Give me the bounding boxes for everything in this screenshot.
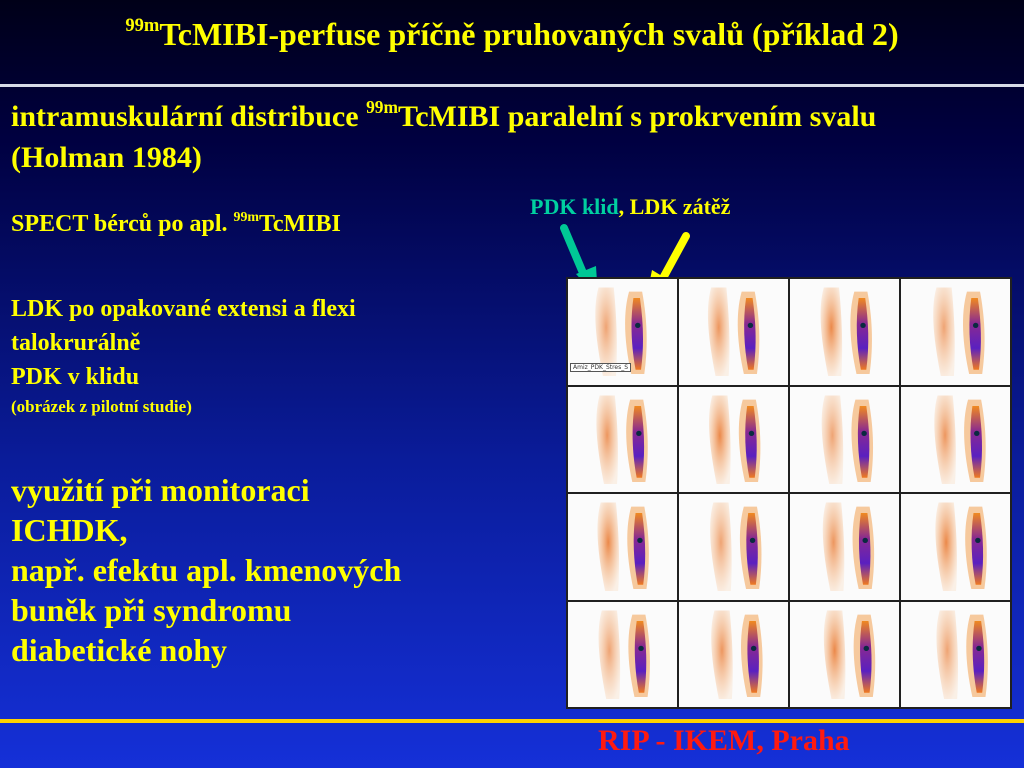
spect-slice-image bbox=[679, 494, 788, 600]
spect-slice-image bbox=[568, 279, 677, 385]
caption-stress: , LDK zátěž bbox=[618, 194, 731, 219]
usage-paragraph bbox=[11, 470, 531, 670]
spect-slice-image bbox=[790, 279, 899, 385]
image-caption bbox=[530, 194, 730, 220]
study-details bbox=[11, 292, 356, 420]
footer-credit: RIP - IKEM, Praha bbox=[598, 724, 850, 757]
title-text: TcMIBI-perfuse příčně pruhovaných svalů (příklad 2) bbox=[159, 16, 899, 52]
usage-line-3: např. efektu apl. kmenových bbox=[11, 552, 402, 588]
title-superscript: 99m bbox=[125, 15, 160, 37]
intro-text-2: TcMIBI paralelní s prokrvením svalu (Holman 1984) bbox=[11, 100, 877, 174]
spect-text-1: SPECT bérců po apl. bbox=[11, 211, 234, 237]
spect-superscript: 99m bbox=[233, 209, 260, 225]
image-label: Amiz_PDK_Stres_S bbox=[570, 363, 631, 372]
usage-line-1: využití při monitoraci bbox=[11, 472, 310, 508]
details-note: (obrázek z pilotní studie) bbox=[11, 397, 192, 416]
spect-slice-image bbox=[901, 602, 1010, 708]
spect-slice-image bbox=[568, 387, 677, 493]
caption-rest: PDK klid bbox=[530, 194, 619, 219]
spect-image-grid bbox=[566, 277, 1012, 709]
title-divider bbox=[0, 84, 1024, 87]
spect-slice-image bbox=[901, 279, 1010, 385]
spect-slice-image bbox=[568, 494, 677, 600]
details-line-3: PDK v klidu bbox=[11, 364, 140, 390]
footer-divider bbox=[0, 719, 1024, 723]
intro-superscript: 99m bbox=[366, 96, 398, 117]
spect-text-2: TcMIBI bbox=[259, 211, 341, 237]
spect-slice-image bbox=[679, 279, 788, 385]
spect-slice-image bbox=[790, 494, 899, 600]
spect-slice-image bbox=[901, 387, 1010, 493]
spect-slice-image bbox=[679, 387, 788, 493]
details-line-1: LDK po opakované extensi a flexi bbox=[11, 296, 356, 322]
intro-text-1: intramuskulární distribuce bbox=[11, 100, 367, 133]
intro-paragraph bbox=[11, 98, 891, 177]
spect-heading bbox=[11, 208, 341, 244]
usage-line-2: ICHDK, bbox=[11, 512, 128, 548]
slide-title bbox=[0, 14, 1024, 60]
spect-slice-image bbox=[901, 494, 1010, 600]
spect-slice-image bbox=[790, 387, 899, 493]
usage-line-4: buněk při syndromu bbox=[11, 592, 292, 628]
spect-slice-image bbox=[679, 602, 788, 708]
details-line-2: talokrurálně bbox=[11, 330, 141, 356]
spect-slice-image bbox=[568, 602, 677, 708]
spect-slice-image bbox=[790, 602, 899, 708]
usage-line-5: diabetické nohy bbox=[11, 632, 228, 668]
